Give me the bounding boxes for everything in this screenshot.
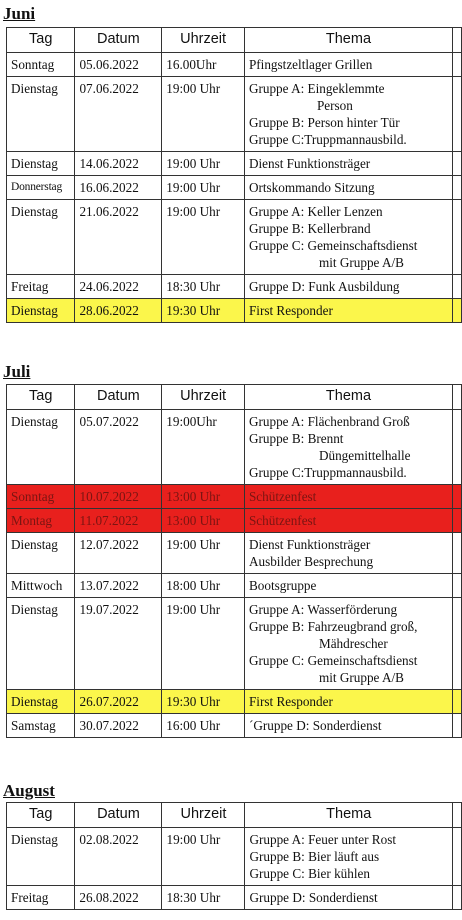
header-tag: Tag [7,803,75,828]
header-thema: Thema [245,803,452,828]
cell-uhrzeit: 19:30 Uhr [162,690,245,714]
cut-cell [452,533,461,574]
cut-cell [452,509,461,533]
cell-thema [244,410,452,485]
thema-line: ´Gruppe D: Sonderdienst [248,718,382,733]
thema-line: mit Gruppe A/B [318,670,404,685]
cut-cell [452,410,461,485]
cell-datum: 02.08.2022 [75,828,162,886]
cut-cell [452,275,461,299]
cut-cell [452,574,461,598]
thema-line: Gruppe B: Person hinter Tür [248,115,400,130]
cell-uhrzeit: 19:00 Uhr [162,598,245,690]
thema-line: Ausbilder Besprechung [248,554,374,569]
cell-uhrzeit: 13:00 Uhr [162,509,245,533]
table-row [7,152,462,176]
header-thema: Thema [244,28,452,53]
table-row [7,77,462,152]
thema-line: Ortskommando Sitzung [248,180,375,195]
cell-uhrzeit: 18:00 Uhr [162,574,245,598]
cell-datum: 05.07.2022 [75,410,162,485]
header-tag: Tag [7,385,75,410]
cut-cell [452,152,461,176]
header-uhrzeit: Uhrzeit [162,385,245,410]
cut-cell [452,299,461,323]
table-row-highlighted [7,299,462,323]
cut-cell [452,690,461,714]
thema-line: Gruppe D: Funk Ausbildung [248,279,400,294]
thema-line: Gruppe C:Truppmannausbild. [248,465,407,480]
thema-line: Person [316,98,353,113]
cell-tag: Donnerstag [7,176,75,200]
table-row [7,53,462,77]
cell-thema [245,828,452,886]
cell-tag: Dienstag [7,598,75,690]
cell-tag: Dienstag [7,410,75,485]
cut-cell [452,886,461,910]
thema-line: Gruppe A: Keller Lenzen [248,204,383,219]
cell-datum: 13.07.2022 [75,574,162,598]
cell-uhrzeit: 16.00Uhr [162,53,245,77]
cell-datum: 11.07.2022 [75,509,162,533]
table-row [7,886,462,910]
thema-line: Pfingstzeltlager Grillen [248,57,373,72]
schedule-table-juni [6,27,462,323]
cut-cell [452,77,461,152]
cell-uhrzeit: 19:00 Uhr [162,77,245,152]
thema-line: Gruppe D: Sonderdienst [249,890,378,905]
month-title-juli: Juli [3,362,31,381]
cell-datum: 24.06.2022 [75,275,162,299]
cell-thema [244,53,452,77]
table-row [7,275,462,299]
cell-tag: Freitag [7,275,75,299]
cell-tag: Montag [7,509,75,533]
cell-thema [244,152,452,176]
cell-thema [244,509,452,533]
thema-line: Gruppe A: Wasserförderung [248,602,398,617]
cell-thema [244,485,452,509]
header-thema: Thema [244,385,452,410]
cell-tag: Sonntag [7,53,75,77]
cell-thema [244,690,452,714]
cut-cell [452,53,461,77]
thema-line: First Responder [248,303,333,318]
cell-datum: 12.07.2022 [75,533,162,574]
thema-line: Düngemittelhalle [318,448,411,463]
cell-datum: 16.06.2022 [75,176,162,200]
thema-line: Gruppe A: Feuer unter Rost [249,832,396,847]
cell-thema [244,176,452,200]
cell-thema [245,886,452,910]
thema-line: Gruppe C: Gemeinschaftsdienst [248,238,418,253]
table-row [7,828,462,886]
cell-datum: 05.06.2022 [75,53,162,77]
thema-line: Schützenfest [248,489,317,504]
cut-cell [452,176,461,200]
cell-datum: 14.06.2022 [75,152,162,176]
thema-line: Mähdrescher [318,636,388,651]
cell-tag: Dienstag [7,533,75,574]
cell-thema [244,299,452,323]
cell-uhrzeit: 19:00 Uhr [162,152,245,176]
cell-tag: Dienstag [7,152,75,176]
month-title-august: August [3,781,55,800]
cell-tag: Dienstag [7,828,75,886]
table-row-highlighted [7,690,462,714]
cut-column [452,28,461,53]
thema-line: First Responder [248,694,333,709]
table-row [7,410,462,485]
cell-tag: Dienstag [7,690,75,714]
cut-cell [452,828,461,886]
cut-cell [452,485,461,509]
cell-thema [244,200,452,275]
thema-line: Schützenfest [248,513,317,528]
cell-tag: Sonntag [7,485,75,509]
thema-line: Gruppe B: Kellerbrand [248,221,371,236]
cell-tag: Dienstag [7,77,75,152]
cell-uhrzeit: 19:00Uhr [162,410,245,485]
cell-datum: 07.06.2022 [75,77,162,152]
cut-cell [452,714,461,738]
cell-uhrzeit: 19:30 Uhr [162,299,245,323]
table-row [7,574,462,598]
header-datum: Datum [75,803,162,828]
cell-uhrzeit: 18:30 Uhr [162,886,245,910]
cell-thema [244,275,452,299]
cell-thema [244,77,452,152]
cell-thema [244,714,452,738]
thema-line: mit Gruppe A/B [318,255,404,270]
cell-tag: Mittwoch [7,574,75,598]
cell-tag: Freitag [7,886,75,910]
cell-thema [244,533,452,574]
thema-line: Gruppe B: Bier läuft aus [249,849,380,864]
thema-line: Dienst Funktionsträger [248,537,371,552]
table-header-row [7,28,462,53]
table-row [7,598,462,690]
cell-datum: 26.07.2022 [75,690,162,714]
cell-datum: 10.07.2022 [75,485,162,509]
cell-uhrzeit: 19:00 Uhr [162,828,245,886]
cut-column [452,803,461,828]
table-row [7,714,462,738]
month-title-juni: Juni [3,4,36,23]
cell-thema [244,598,452,690]
thema-line: Bootsgruppe [248,578,317,593]
header-uhrzeit: Uhrzeit [162,803,245,828]
header-tag: Tag [7,28,75,53]
header-datum: Datum [75,28,162,53]
cell-thema [244,574,452,598]
cell-datum: 21.06.2022 [75,200,162,275]
cell-datum: 30.07.2022 [75,714,162,738]
cell-uhrzeit: 19:00 Uhr [162,533,245,574]
thema-line: Gruppe B: Brennt [248,431,344,446]
table-header-row [7,803,462,828]
cell-uhrzeit: 19:00 Uhr [162,176,245,200]
cell-uhrzeit: 19:00 Uhr [162,200,245,275]
cell-uhrzeit: 16:00 Uhr [162,714,245,738]
thema-line: Gruppe A: Eingeklemmte [248,81,385,96]
header-datum: Datum [75,385,162,410]
cell-uhrzeit: 18:30 Uhr [162,275,245,299]
header-uhrzeit: Uhrzeit [162,28,245,53]
cut-cell [452,598,461,690]
cell-datum: 28.06.2022 [75,299,162,323]
thema-line: Gruppe A: Flächenbrand Groß [248,414,410,429]
schedule-table-juli [6,384,462,738]
thema-line: Gruppe C: Bier kühlen [249,866,370,881]
table-header-row [7,385,462,410]
thema-line: Dienst Funktionsträger [248,156,371,171]
cut-cell [452,200,461,275]
cell-tag: Dienstag [7,200,75,275]
cell-tag: Samstag [7,714,75,738]
thema-line: Gruppe C: Gemeinschaftsdienst [248,653,418,668]
cell-datum: 19.07.2022 [75,598,162,690]
cut-column [452,385,461,410]
cell-uhrzeit: 13:00 Uhr [162,485,245,509]
cell-datum: 26.08.2022 [75,886,162,910]
schedule-table-august [6,802,462,910]
table-row-cancelled [7,485,462,509]
thema-line: Gruppe B: Fahrzeugbrand groß, [248,619,418,634]
cell-tag: Dienstag [7,299,75,323]
table-row [7,200,462,275]
table-row-cancelled [7,509,462,533]
thema-line: Gruppe C:Truppmannausbild. [248,132,407,147]
table-row [7,176,462,200]
table-row [7,533,462,574]
